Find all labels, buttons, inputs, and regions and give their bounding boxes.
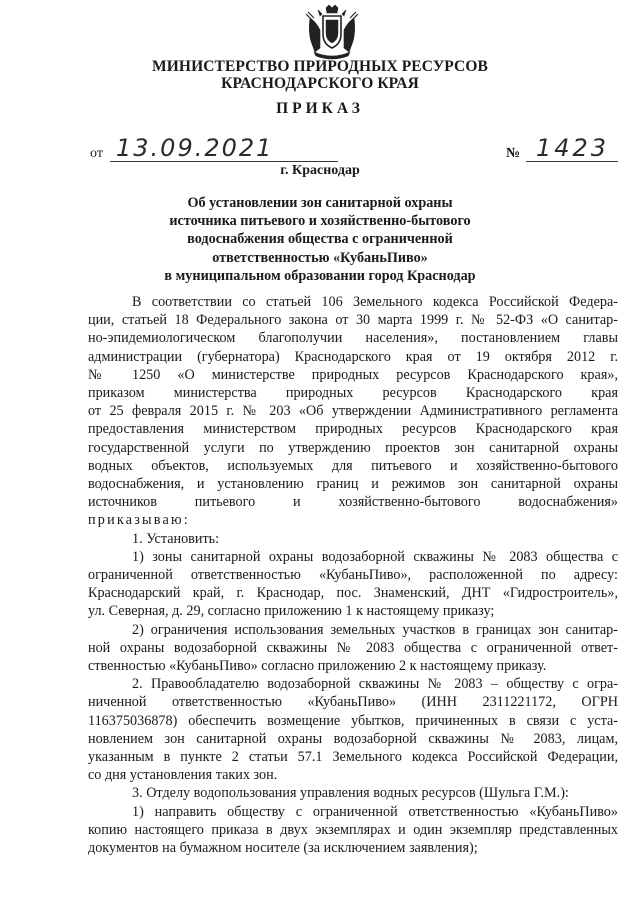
body-line: № 1250 «О министерстве природных ресурсов Краснодарского края», <box>88 366 618 383</box>
order-word: приказываю: <box>88 512 190 529</box>
body-line: водных объектов, используемых для питьевого и хозяйственно-бытового <box>88 457 618 474</box>
subject-line: в муниципальном образовании город Краснодар <box>164 267 476 284</box>
document-type: ПРИКАЗ <box>276 100 364 117</box>
body-line: администрации (губернатора) Краснодарского края от 19 октября 2012 г. <box>88 348 618 365</box>
body-line: ниченной ответственностью «КубаньПиво» (ИНН 2311221172, ОГРН <box>88 694 618 711</box>
subject-line: источника питьевого и хозяйственно-бытового <box>169 213 471 230</box>
body-line: источников питьевого и хозяйственно-бытового водоснабжения» <box>88 494 618 511</box>
body-line: со дня установления таких зон. <box>88 767 278 784</box>
body-line: но-эпидемиологическом благополучии населения», постановлением главы <box>88 330 618 347</box>
number-value: 1423 <box>536 134 610 162</box>
subject-line: ответственностью «КубаньПиво» <box>212 249 428 266</box>
item-3-heading: 3. Отделу водопользования управления водных ресурсов (Шульга Г.М.): <box>132 785 569 802</box>
ministry-line-1: МИНИСТЕРСТВО ПРИРОДНЫХ РЕСУРСОВ <box>152 58 488 75</box>
city: г. Краснодар <box>280 163 360 178</box>
document-subject <box>0 194 640 285</box>
body-line: 2) ограничения использования земельных участков в границах зон санитар- <box>132 621 618 638</box>
subject-line: Об установлении зон санитарной охраны <box>187 195 453 211</box>
body-line: ул. Северная, д. 29, согласно приложению 1 к настоящему приказу; <box>88 603 495 620</box>
date-value: 13.09.2021 <box>116 134 274 162</box>
body-line: 116375036878) обеспечить возмещение убытков, причиненных в связи с уста- <box>88 712 618 729</box>
body-line: ции, статьей 18 Федерального закона от 30 марта 1999 г. № 52-ФЗ «О санитар- <box>88 312 618 329</box>
body-line: государственной услуги по утверждению проектов зон санитарной охраны <box>88 439 618 456</box>
item-1-heading: 1. Установить: <box>132 530 220 547</box>
body-line: водоснабжения, и установлению границ и режимов зон санитарной охраны <box>88 476 618 493</box>
body-line: приказом министерства природных ресурсов Краснодарского края <box>88 385 618 402</box>
body-line: новлением зон санитарной охраны водозаборной скважины № 2083, лицам, <box>88 730 618 747</box>
body-line: ной охраны водозаборной скважины № 2083 общества с ограниченной ответ- <box>88 639 618 656</box>
body-line: копию настоящего приказа в двух экземплярах и один экземпляр представленных <box>88 821 618 838</box>
body-line: 1) зоны санитарной охраны водозаборной скважины № 2083 общества с <box>132 548 618 565</box>
body-line: В соответствии со статьей 106 Земельного кодекса Российской Федера- <box>132 294 618 310</box>
coat-of-arms-icon <box>302 4 362 60</box>
number-label: № <box>506 146 521 161</box>
body-line: документов на бумажном носителе (за исключением заявления); <box>88 840 478 857</box>
body-line: указанным в пункте 2 статьи 57.1 Земельного кодекса Российской Федерации, <box>88 749 618 766</box>
body-line: ограниченной ответственностью «КубаньПиво», расположенной по адресу: <box>88 567 618 584</box>
body-line: от 25 февраля 2015 г. № 203 «Об утверждении Административного регламента <box>88 403 618 420</box>
body-line: ственностью «КубаньПиво» согласно приложению 2 к настоящему приказу. <box>88 658 547 675</box>
ministry-name <box>0 58 640 92</box>
ministry-line-2: КРАСНОДАРСКОГО КРАЯ <box>221 75 419 92</box>
body-line: 2. Правообладателю водозаборной скважины № 2083 – обществу с огра- <box>132 676 618 693</box>
body-line: предоставления министерством природных ресурсов Краснодарского края <box>88 421 618 438</box>
body-line: Краснодарский край, г. Краснодар, пос. Знаменский, ДНТ «Гидростроитель», <box>88 585 618 602</box>
body-line: 1) направить обществу с ограниченной ответственностью «КубаньПиво» <box>132 803 618 820</box>
document-body <box>88 293 618 857</box>
subject-line: водоснабжения общества с ограниченной <box>187 231 453 248</box>
date-label: от <box>90 146 103 161</box>
